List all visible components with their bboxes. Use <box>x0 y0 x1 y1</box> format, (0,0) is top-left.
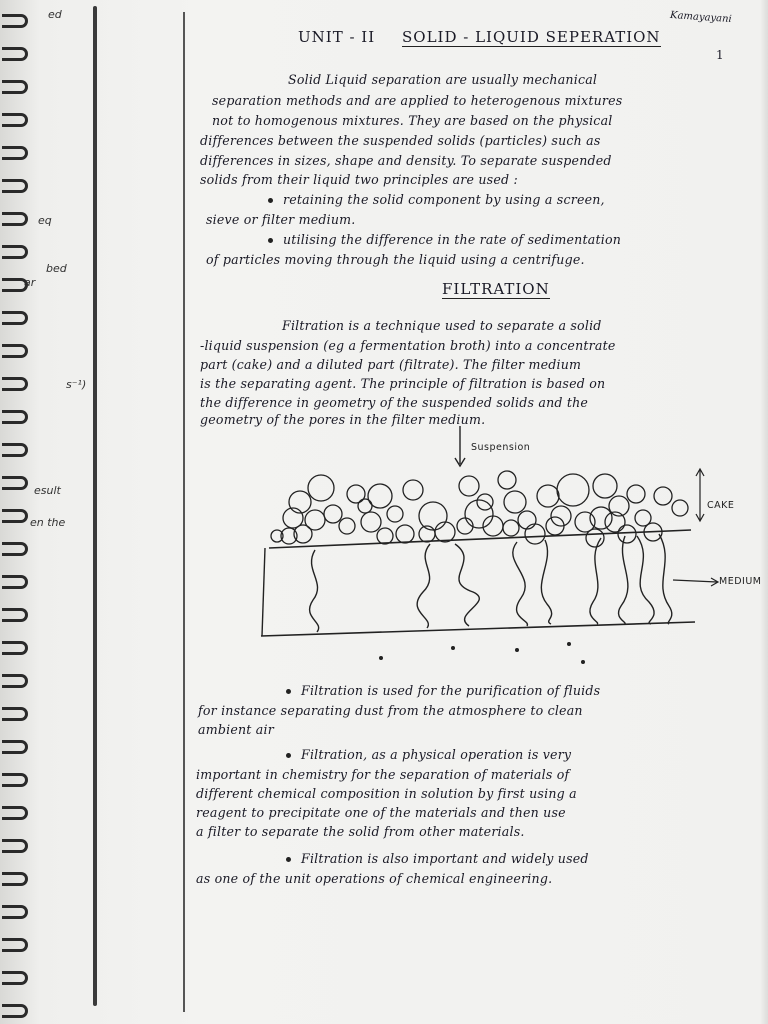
spiral-ring <box>2 707 28 721</box>
spiral-binding <box>0 0 34 1024</box>
spiral-ring <box>2 443 28 457</box>
filtration-line: is the separating agent. The principle of filtration is based on <box>200 376 606 391</box>
spiral-ring <box>2 806 28 820</box>
intro-line: separation methods and are applied to heterogenous mixtures <box>212 93 623 108</box>
spiral-ring <box>2 509 28 523</box>
spiral-ring <box>2 740 28 754</box>
suspension-label: Suspension <box>471 442 531 453</box>
cake-particle <box>361 512 381 532</box>
cake-particle <box>586 529 604 547</box>
filtration-line: -liquid suspension (eg a fermentation broth) into a concentrate <box>200 338 616 353</box>
cake-particle <box>498 471 516 489</box>
use-item <box>286 851 589 866</box>
margin-note: s⁻¹) <box>66 378 87 391</box>
cake-particle <box>593 474 617 498</box>
use-item: as one of the unit operations of chemical engineering. <box>196 871 553 886</box>
principle-item <box>268 232 621 247</box>
margin-note: ed <box>48 8 62 21</box>
cake-particle <box>403 480 423 500</box>
margin-note: ar <box>24 276 36 289</box>
spiral-ring <box>2 311 28 325</box>
use-item: for instance separating dust from the atmosphere to clean <box>198 703 583 718</box>
medium-pore <box>310 550 319 632</box>
filtrate-drop <box>567 642 571 646</box>
spiral-ring <box>2 905 28 919</box>
spiral-ring <box>2 179 28 193</box>
section-heading: FILTRATION <box>442 280 550 298</box>
use-item <box>286 683 600 698</box>
use-item: ambient air <box>198 722 274 737</box>
spiral-ring <box>2 674 28 688</box>
filtration-line: the difference in geometry of the suspended solids and the <box>200 395 589 410</box>
cake-particle <box>435 522 455 542</box>
medium-pore <box>455 544 479 626</box>
medium-pore <box>541 540 551 624</box>
medium-pore <box>659 534 672 624</box>
intro-line: Solid Liquid separation are usually mechanical <box>288 72 598 87</box>
medium-pore <box>513 542 528 626</box>
spiral-ring <box>2 971 28 985</box>
spiral-ring <box>2 608 28 622</box>
margin-note: esult <box>34 484 61 497</box>
spiral-ring <box>2 839 28 853</box>
author-signature: Kamayayani <box>669 9 733 26</box>
spiral-ring <box>2 938 28 952</box>
filtration-line: Filtration is a technique used to separate a solid <box>282 318 602 333</box>
medium-pore <box>619 536 628 624</box>
intro-line: solids from their liquid two principles are used : <box>200 172 518 187</box>
cake-particle <box>504 491 526 513</box>
bullet-icon <box>286 857 291 862</box>
margin-note: bed <box>46 262 67 275</box>
medium-pore <box>590 538 601 624</box>
spiral-ring <box>2 146 28 160</box>
cake-particle <box>459 476 479 496</box>
medium-pore <box>417 544 430 628</box>
spiral-ring <box>2 542 28 556</box>
cake-particle <box>339 518 355 534</box>
spiral-ring <box>2 113 28 127</box>
bullet-icon <box>268 238 273 243</box>
filtrate-drop <box>379 656 383 660</box>
bullet-icon <box>286 753 291 758</box>
principle-item: of particles moving through the liquid using a centrifuge. <box>206 252 585 267</box>
margin-line <box>183 12 185 1012</box>
unit-label: UNIT - II <box>298 28 376 46</box>
use-item: different chemical composition in solution by first using a <box>196 786 577 801</box>
spiral-ring <box>2 1004 28 1018</box>
spiral-ring <box>2 872 28 886</box>
cake-particle <box>289 491 311 513</box>
spiral-ring <box>2 773 28 787</box>
cake-particle <box>324 505 342 523</box>
cake-particle <box>618 525 636 543</box>
bullet-icon <box>286 689 291 694</box>
spiral-ring <box>2 245 28 259</box>
spiral-ring <box>2 47 28 61</box>
cake-particle <box>627 485 645 503</box>
filtration-line: part (cake) and a diluted part (filtrate). The filter medium <box>200 357 582 372</box>
filtration-line: geometry of the pores in the filter medium. <box>200 412 486 427</box>
previous-page-edge <box>93 6 97 1006</box>
spiral-ring <box>2 14 28 28</box>
cake-particle <box>557 474 589 506</box>
cake-particle <box>654 487 672 505</box>
cake-particle <box>537 485 559 507</box>
spiral-ring <box>2 575 28 589</box>
principle-item <box>268 192 605 207</box>
cake-particle <box>347 485 365 503</box>
spiral-ring <box>2 377 28 391</box>
use-item: reagent to precipitate one of the materials and then use <box>196 805 566 820</box>
cake-particle <box>419 502 447 530</box>
use-text: Filtration, as a physical operation is very <box>301 747 572 762</box>
cake-particle <box>308 475 334 501</box>
intro-line: differences in sizes, shape and density. To separate suspended <box>200 153 612 168</box>
spiral-ring <box>2 476 28 490</box>
margin-note: eq <box>38 214 52 227</box>
use-text: Filtration is also important and widely used <box>301 851 589 866</box>
cake-particle <box>518 511 536 529</box>
cake-particle <box>590 507 612 529</box>
cake-label: CAKE <box>707 500 735 511</box>
principle-item: sieve or filter medium. <box>206 212 356 227</box>
cake-particle <box>551 506 571 526</box>
cake-particle <box>465 500 493 528</box>
cake-particle <box>525 524 545 544</box>
page-title: SOLID - LIQUID SEPERATION <box>402 28 661 46</box>
cake-particle <box>396 525 414 543</box>
filtrate-drop <box>451 646 455 650</box>
spiral-ring <box>2 80 28 94</box>
cake-particle <box>358 499 372 513</box>
cake-particle <box>377 528 393 544</box>
cake-particle <box>387 506 403 522</box>
medium-pore <box>637 536 654 624</box>
filtration-diagram <box>255 422 762 676</box>
use-item: important in chemistry for the separation of materials of <box>196 767 570 782</box>
margin-note: en the <box>30 516 66 529</box>
medium-label: MEDIUM <box>719 576 762 587</box>
principle-text: retaining the solid component by using a screen, <box>283 192 605 207</box>
intro-line: differences between the suspended solids (particles) such as <box>200 133 601 148</box>
cake-particle <box>503 520 519 536</box>
intro-line: not to homogenous mixtures. They are based on the physical <box>212 113 613 128</box>
spiral-ring <box>2 641 28 655</box>
cake-particle <box>672 500 688 516</box>
filtrate-drop <box>515 648 519 652</box>
use-item <box>286 747 571 762</box>
page-number: 1 <box>716 48 724 62</box>
spiral-ring <box>2 344 28 358</box>
use-item: a filter to separate the solid from other materials. <box>196 824 525 839</box>
principle-text: utilising the difference in the rate of sedimentation <box>283 232 622 247</box>
spiral-ring <box>2 410 28 424</box>
filtrate-drop <box>581 660 585 664</box>
use-text: Filtration is used for the purification of fluids <box>301 683 601 698</box>
filtration-diagram-drawing <box>255 422 735 672</box>
spiral-ring <box>2 212 28 226</box>
bullet-icon <box>268 198 273 203</box>
